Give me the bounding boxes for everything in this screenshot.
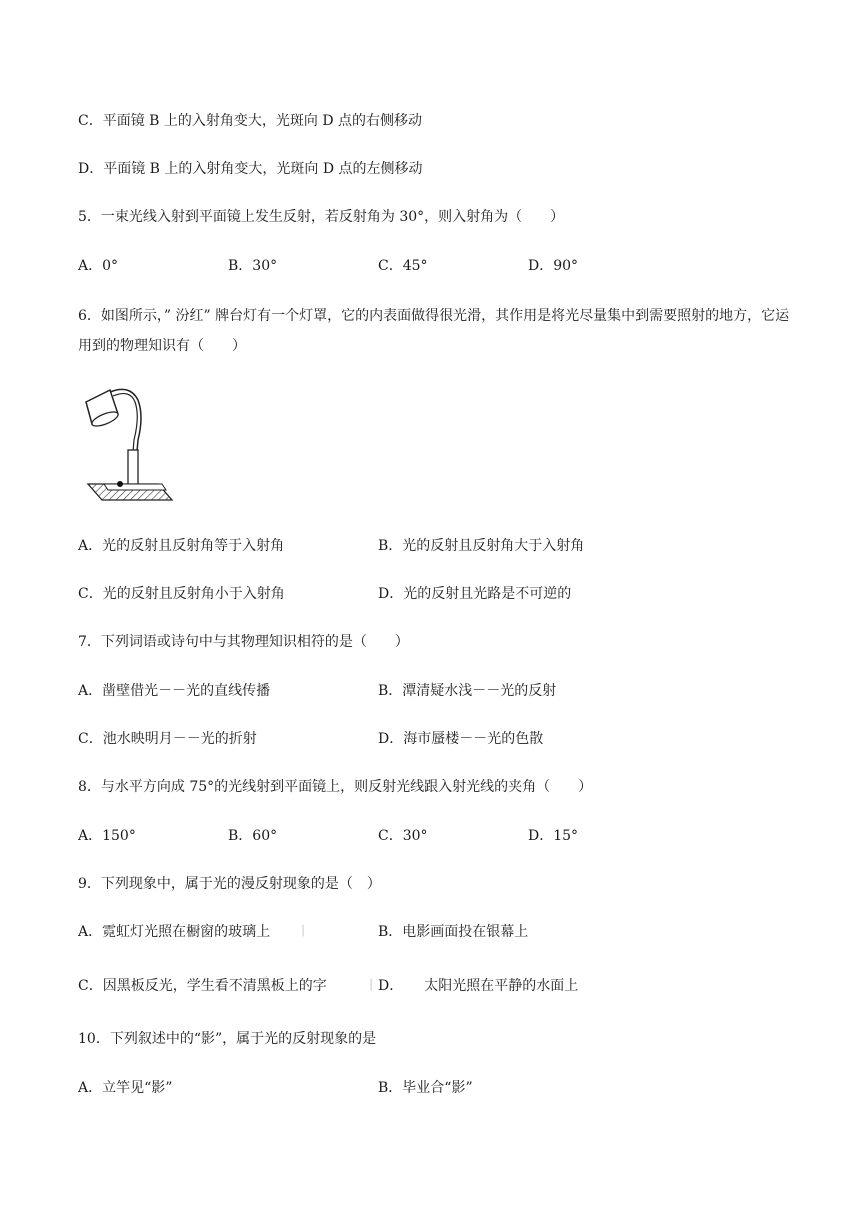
q5-option-d: D．90° xyxy=(528,258,579,274)
q7-option-c: C．池水映明月－－光的折射 xyxy=(78,731,257,747)
q8-option-a: A．150° xyxy=(78,828,136,844)
q4-option-d: D．平面镜 B 上的入射角变大，光斑向 D 点的左侧移动 xyxy=(78,161,423,177)
q4-option-c: C．平面镜 B 上的入射角变大，光斑向 D 点的右侧移动 xyxy=(78,113,423,129)
q9-stem: 9．下列现象中，属于光的漫反射现象的是（ ） xyxy=(78,876,381,892)
q6-option-b: B．光的反射且反射角大于入射角 xyxy=(378,538,585,554)
q5-stem: 5．一束光线入射到平面镜上发生反射，若反射角为 30°，则入射角为（ ） xyxy=(78,209,565,225)
q9-option-c: C．因黑板反光，学生看不清黑板上的字 xyxy=(78,978,327,994)
q7-options-row1 xyxy=(78,681,798,701)
stray-mark: │ xyxy=(300,926,307,937)
q10-options xyxy=(78,1078,798,1098)
q7-stem: 7．下列词语或诗句中与其物理知识相符的是（ ） xyxy=(78,634,409,650)
q9-options-row1 xyxy=(78,922,798,942)
q8-option-b: B．60° xyxy=(228,828,278,844)
stray-mark: │ xyxy=(368,980,375,991)
q9-options-row2 xyxy=(78,976,798,996)
q10-option-b: B．毕业合“影” xyxy=(378,1080,473,1096)
q9-option-d: D． 太阳光照在平静的水面上 xyxy=(378,978,579,994)
q10-option-a: A．立竿见“影” xyxy=(78,1080,173,1096)
q8-stem: 8．与水平方向成 75°的光线射到平面镜上，则反射光线跟入射光线的夹角（ ） xyxy=(78,779,593,795)
q6-option-d: D．光的反射且光路是不可逆的 xyxy=(378,586,572,602)
q10-stem: 10．下列叙述中的“影”，属于光的反射现象的是 xyxy=(78,1031,377,1047)
desk-lamp-figure xyxy=(80,380,175,505)
q6-options-row1 xyxy=(78,536,798,556)
q5-options xyxy=(78,256,798,276)
q6-option-c: C．光的反射且反射角小于入射角 xyxy=(78,586,285,602)
q6-stem: 6．如图所示，” 汾红” 牌台灯有一个灯罩，它的内表面做得很光滑，其作用是将光尽量集中到需要照射的地方，它运用到的物理知识有（ ） xyxy=(78,308,790,354)
q5-option-b: B．30° xyxy=(228,258,278,274)
q7-option-b: B．潭清疑水浅－－光的反射 xyxy=(378,683,557,699)
q7-option-d: D．海市蜃楼－－光的色散 xyxy=(378,731,544,747)
q7-options-row2 xyxy=(78,729,798,749)
q6-option-a: A．光的反射且反射角等于入射角 xyxy=(78,538,285,554)
q8-options xyxy=(78,826,798,846)
q9-option-b: B．电影画面投在银幕上 xyxy=(378,924,529,940)
q5-option-c: C．45° xyxy=(378,258,428,274)
q6-options-row2 xyxy=(78,584,798,604)
q7-option-a: A．凿壁借光－－光的直线传播 xyxy=(78,683,271,699)
q8-option-c: C．30° xyxy=(378,828,428,844)
q8-option-d: D．15° xyxy=(528,828,579,844)
q5-option-a: A．0° xyxy=(78,258,119,274)
q9-option-a: A．霓虹灯光照在橱窗的玻璃上 xyxy=(78,924,271,940)
